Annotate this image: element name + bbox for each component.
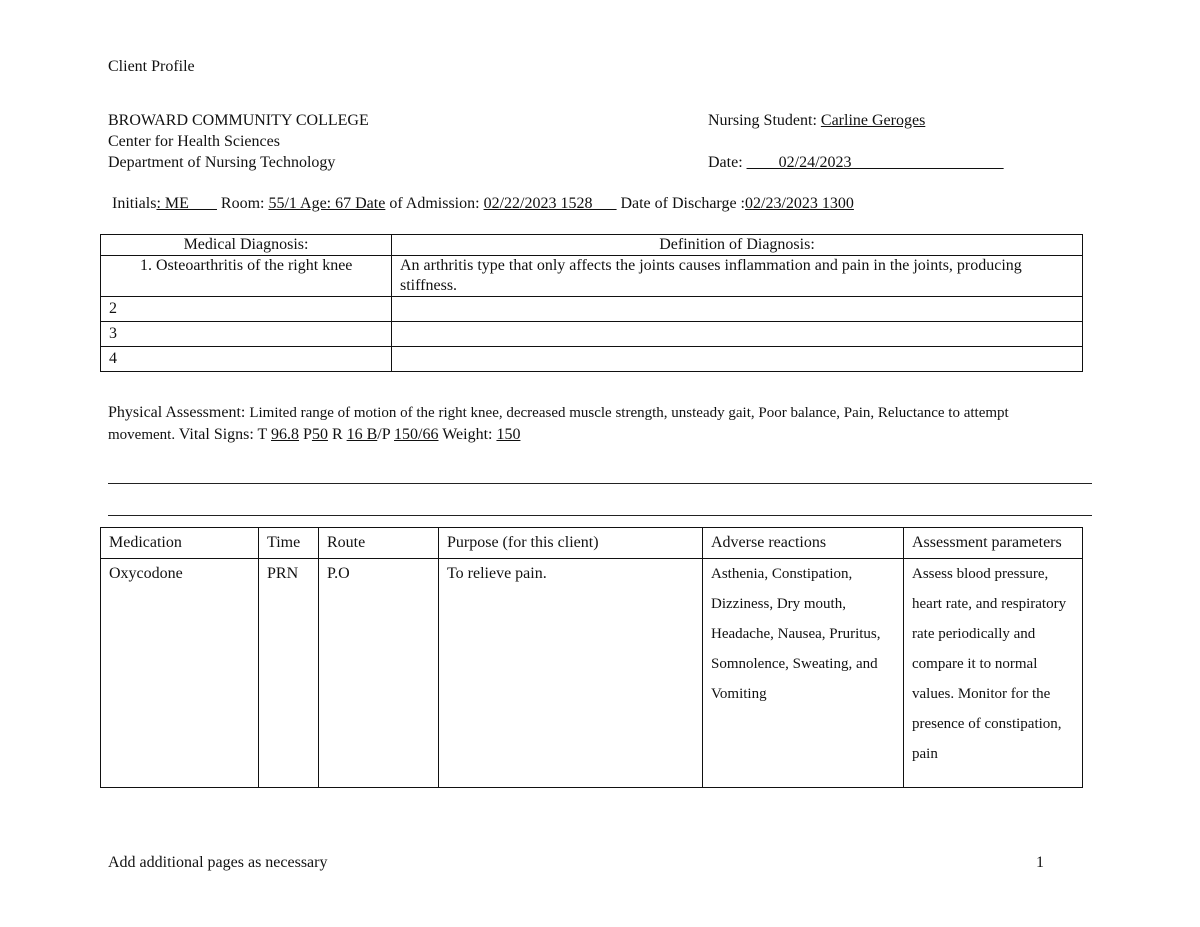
page-number: 1 [1036,854,1044,871]
purpose-header: Purpose (for this client) [439,528,703,559]
medication-route: P.O [319,559,439,788]
medication-time: PRN [259,559,319,788]
medication-table-header [101,528,1083,559]
temperature-value: 96.8 [271,426,300,443]
initials-label: Initials [112,195,157,212]
resp-label: R [327,426,347,443]
table-row [101,559,1083,788]
diagnosis-cell-3: 3 [101,322,392,347]
table-row [101,347,1083,372]
admission-value: 02/22/2023 1528___ [483,195,617,212]
document-title: Client Profile [108,58,195,75]
pulse-label: P [299,426,312,443]
assessment-parameters-header: Assessment parameters [904,528,1083,559]
date-line [708,153,1004,173]
medication-name: Oxycodone [101,559,259,788]
college-name: BROWARD COMMUNITY COLLEGE [108,112,369,129]
date-label: Date: [708,154,747,171]
vital-signs-label: Vital Signs: T [175,426,272,443]
admission-label: of Admission: [385,195,484,212]
diagnosis-1: 1. Osteoarthritis of the right knee [156,256,391,276]
medication-header: Medication [101,528,259,559]
weight-value: 150 [496,426,521,443]
initials-value: : ME ___ [156,195,217,212]
definition-cell-3 [392,322,1083,347]
patient-info-line [112,194,854,214]
diagnosis-cell-4: 4 [101,347,392,372]
physical-assessment [108,402,1078,446]
center-name: Center for Health Sciences [108,133,280,150]
adverse-reactions: Asthenia, Constipation, Dizziness, Dry mouth, Headache, Nausea, Pruritus, Somnolence, Sweating, and Vomiting [703,559,904,788]
definition-cell-1: An arthritis type that only affects the joints causes inflammation and pain in the joints, producing stiffness. [392,256,1083,297]
definition-header: Definition of Diagnosis: [392,235,1083,256]
nursing-student-name: Carline Geroges [820,112,926,129]
discharge-value: 02/23/2023 1300 [745,195,854,212]
medication-purpose: To relieve pain. [439,559,703,788]
route-header: Route [319,528,439,559]
medication-table [100,527,1083,788]
table-row [101,297,1083,322]
diagnosis-table [100,234,1083,372]
adverse-reactions-header: Adverse reactions [703,528,904,559]
physical-assessment-label: Physical Assessment: [108,404,250,421]
bp-value: 150/66 [394,426,439,443]
room-label: Room: [216,195,269,212]
date-value: ____02/24/2023___________________ [746,154,1004,171]
nursing-student-line [708,111,925,131]
bp-label: /P [377,426,395,443]
time-header: Time [259,528,319,559]
divider-line-1 [108,483,1092,484]
definition-cell-2 [392,297,1083,322]
discharge-label: Date of Discharge : [616,195,745,212]
table-row [101,256,1083,297]
table-row [101,322,1083,347]
weight-label: Weight: [438,426,497,443]
diagnosis-cell-2: 2 [101,297,392,322]
pulse-value: 50 [311,426,328,443]
nursing-student-label: Nursing Student: [708,112,821,129]
department-name: Department of Nursing Technology [108,154,336,171]
physical-assessment-text: Limited range of motion of the right knee, decreased muscle strength, unsteady gait, Poor balance, Pain, Reluctance to attempt movement. [108,405,1009,443]
diagnosis-table-header [101,235,1083,256]
resp-value: 16 B [346,426,378,443]
definition-cell-4 [392,347,1083,372]
assessment-parameters: Assess blood pressure, heart rate, and respiratory rate periodically and compare it to normal values. Monitor for the presence of constipation, pain [904,559,1083,788]
room-age-value: 55/1 Age: 67 Date [268,195,386,212]
footer-note: Add additional pages as necessary [108,854,328,871]
medical-diagnosis-header: Medical Diagnosis: [101,235,392,256]
diagnosis-cell-1 [101,256,392,297]
divider-line-2 [108,515,1092,516]
